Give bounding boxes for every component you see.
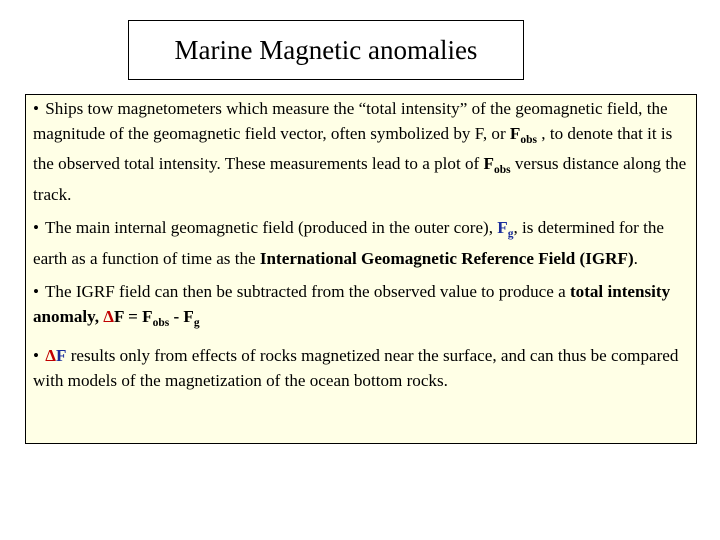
content-panel	[25, 94, 697, 444]
p2-text-3: .	[633, 248, 638, 268]
paragraph-4	[33, 344, 690, 393]
bullet-marker: •	[33, 99, 39, 118]
fg-symbol: $F_g$	[497, 218, 514, 240]
slide-title-box	[128, 20, 524, 80]
slide-title: Marine Magnetic anomalies	[174, 34, 478, 65]
delta-symbol: Δ	[103, 306, 115, 326]
p1-text-2: , to denote that it is the observed total intensity. These measurements lead to a plot of	[33, 123, 673, 173]
bullet-marker: •	[33, 282, 39, 301]
bullet-marker: •	[33, 218, 39, 237]
p2-text-1: The main internal geomagnetic field (produced in the outer core),	[44, 218, 498, 237]
delta-f-symbol: F	[56, 346, 67, 365]
paragraph-1	[33, 97, 690, 207]
p3-text-1: The IGRF field can then be subtracted from the observed value to produce a	[44, 282, 570, 301]
fobs-symbol-2: $F_{obs}$	[483, 154, 511, 176]
paragraph-3	[33, 280, 690, 335]
fobs-symbol: $F_{obs}$	[509, 123, 537, 146]
paragraph-2	[33, 216, 690, 271]
delta-symbol: Δ	[45, 346, 56, 365]
p1-text-3: versus distance along the track.	[33, 154, 687, 204]
bullet-marker: •	[33, 346, 39, 365]
anomaly-term: total intensity anomaly,	[33, 282, 671, 326]
anomaly-equation: $F = F_{obs} - F_g$	[114, 306, 200, 329]
p2-text-2: , is determined for the earth as a function of time as the	[33, 218, 664, 268]
p1-text-1: Ships tow magnetometers which measure the “total intensity” of the geomagnetic field, the magnitude of the geomagnetic field vector, often symbolized by F, or	[33, 99, 668, 143]
igrf-term: International Geomagnetic Reference Field (IGRF)	[259, 248, 634, 268]
p4-text-1: results only from effects of rocks magnetized near the surface, and can thus be compared with models of the magnetization of the ocean bottom rocks.	[33, 346, 679, 390]
